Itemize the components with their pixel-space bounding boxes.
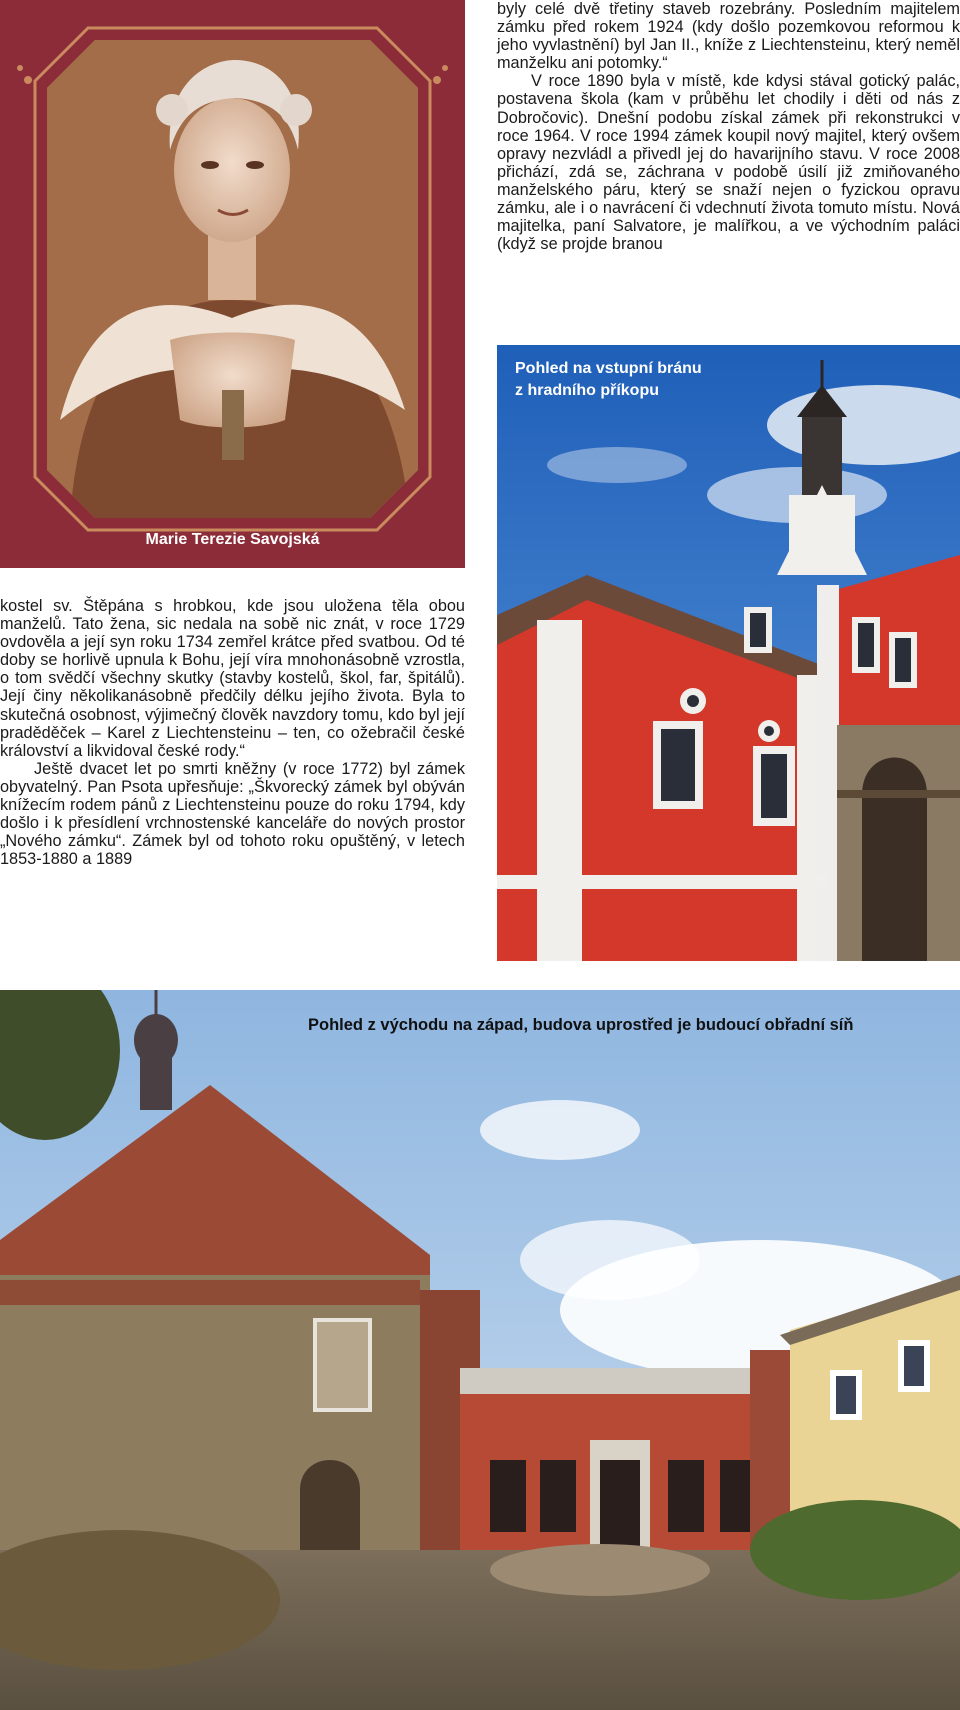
- gate-caption-line2: z hradního příkopu: [515, 382, 659, 399]
- paragraph: kostel sv. Štěpána s hrobkou, kde jsou uložena těla obou manželů. Tato žena, sic nedala na sobě nic znát, v roce 1729 ovdověla a její syn roku 1734 zemřel krátce před svatbou. Od té doby se horlivě upnula k Bohu, její víra mnohonásobně vzrostla, o tom svědčí všechny skutky (stavby kostelů, škol, far, špitálů). Její činy několikanásobně předčily délku jejího života. Byla to skutečná osobnost, výjimečný člověk navzdory tomu, kdo byl její praděděček – Karel z Liechtensteinu – ten, co ožebračil české království a likvidoval české rody.“: [0, 597, 465, 760]
- courtyard-caption: Pohled z východu na západ, budova uprostřed je budoucí obřadní síň: [308, 1016, 854, 1034]
- paragraph: Ještě dvacet let po smrti kněžny (v roce 1772) byl zámek obyvatelný. Pan Psota upřesňuje: „Škvorecký zámek byl obýván knížecím rodem pánů z Liechtensteinu pouze do roku 1794, kdy došlo i k přesídlení vrchnostenské kanceláře do nových prostor „Nového zámku“. Zámek byl od tohoto roku opuštěný, v letech 1853-1880 a 1889: [0, 759, 465, 869]
- paragraph: V roce 1890 byla v místě, kde kdysi stával gotický palác, postavena škola (kam v průběhu let chodily i děti od nás z Dobročovic). Dnešní podobu získal zámek při rekonstrukci v roce 1964. V roce 1994 zámek koupil nový majitel, který ovšem opravy nezvládl a přivedl jej do havarijního stavu. V roce 2008 přichází, zdá se, záchrana v podobě úsilí již zmiňovaného manželského páru, který se snaží nejen o fyzickou opravu zámku, ale i o navrácení či vdechnutí života tomuto místu. Nová majitelka, paní Salvatore, je malířkou, a ve východním paláci (když se projde branou: [497, 72, 960, 254]
- courtyard-image: [0, 990, 960, 1710]
- portrait-caption: Marie Terezie Savojská: [145, 531, 320, 548]
- top-right-column: [497, 0, 960, 253]
- left-column: [0, 597, 465, 868]
- gate-photo: [497, 345, 960, 961]
- portrait-photo: [0, 0, 465, 568]
- gate-caption-line1: Pohled na vstupní bránu: [515, 360, 702, 377]
- portrait-image: [0, 0, 465, 568]
- gate-image: [497, 345, 960, 961]
- gate-caption: [515, 358, 702, 402]
- courtyard-photo: [0, 990, 960, 1710]
- paragraph: byly celé dvě třetiny staveb rozebrány. Posledním majitelem zámku před rokem 1924 (kdy došlo pozemkovou reformou k jeho vyvlastnění) byl Jan II., kníže z Liechtensteinu, který neměl manželku ani potomky.“: [497, 0, 960, 73]
